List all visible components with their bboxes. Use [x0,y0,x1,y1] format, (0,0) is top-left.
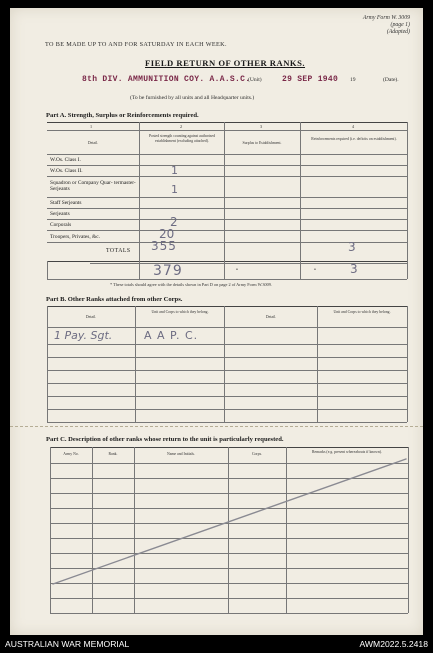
adapted-line: (Adapted) [386,29,410,35]
col-header-detail: Detail. [87,141,99,145]
archive-footer [0,635,433,653]
col-header-reinforcements: Reinforcements required (i.e. deficits on establishment). [311,137,397,141]
row-label-sgt: Serjeants [50,211,70,217]
row-label-wo2: W.Os. Class II. [50,168,83,174]
value-wo2: 1 [171,164,178,177]
col-number-3: 3 [260,124,263,129]
date-label: (Date). [383,77,399,83]
value-cpl: 20 [159,227,175,241]
part-c-col-rank: Rank. [108,452,118,456]
page-ref-line: (page 1) [390,22,410,28]
part-b-entry-unit: A A P. C. [144,329,199,342]
form-title: FIELD RETURN OF OTHER RANKS. [145,58,306,68]
value-totals-strength: 379 [153,263,183,279]
col-header-surplus: Surplus to Establishment. [242,141,282,145]
row-label-cqms: Squadron or Company Quar- termaster-Serjeants [50,180,136,193]
unit-label: (Unit) [248,77,262,83]
part-b-col-detail-2: Detail. [265,315,277,319]
value-sgt: 2 [170,215,178,229]
part-c-col-army-no: Army No. [63,452,79,456]
part-a-heading: Part A. Strength, Surplus or Reinforcements required. [46,112,199,119]
col-number-2: 2 [180,124,183,129]
instruction-text: TO BE MADE UP TO AND FOR SATURDAY IN EACH WEEK. [45,41,227,48]
year-prefix: 19 [350,77,356,83]
form-reference [340,15,410,36]
row-label-privates: Troopers, Privates, &c. [50,234,100,240]
form-sheet [10,8,423,635]
part-b-col-unit-2: Unit and Corps to which they belong. [333,310,391,314]
part-c-heading: Part C. Description of other ranks whose return to the unit is particularly requested. [46,436,284,443]
part-c-col-corps: Corps. [251,452,263,456]
value-privates-reinf: 3 [348,240,356,254]
totals-label: TOTALS [106,248,131,254]
footer-accession: AWM2022.5.2418 [359,639,428,649]
value-privates: 355 [151,239,177,253]
row-label-staff-sgt: Staff Serjeants [50,200,82,206]
col-number-4: 4 [352,124,355,129]
row-label-cpl: Corporals [50,222,72,228]
part-b-col-detail-1: Detail. [85,315,97,319]
date-typed: 29 SEP 1940 [282,75,339,84]
col-number-1: 1 [90,124,93,129]
row-label-wo1: W.Os. Class I. [50,157,81,163]
totals-surplus-mark: • [236,267,238,273]
part-c-col-remarks: Remarks (e.g. present whereabouts if known). [311,450,382,454]
part-b-col-unit-1: Unit and Corps to which they belong. [151,310,209,314]
totals-reinf-mark: • [314,267,316,273]
unit-typed: 8th DIV. AMMUNITION COY. A.A.S.C. [82,75,251,84]
fold-line [10,426,423,427]
cancellation-stroke [50,453,410,588]
footer-institution: AUSTRALIAN WAR MEMORIAL [5,639,130,649]
form-ref-line: Army Form W. 3009 [362,15,410,21]
part-b-heading: Part B. Other Ranks attached from other Corps. [46,296,183,303]
part-b-entry-detail: 1 Pay. Sgt. [54,329,113,342]
part-c-col-name: Name and Initials. [167,452,195,456]
value-totals-reinf: 3 [350,262,358,276]
col-header-strength: Posted strength counting against authorised establishment (excluding attached). [148,134,215,143]
part-a-footnote: * These totals should agree with the details shown in Part D on page 2 of Army Form W.3009. [110,282,272,287]
furnish-note: (To be furnished by all units and all Headquarter units.) [130,95,255,101]
value-cqms: 1 [171,183,178,196]
